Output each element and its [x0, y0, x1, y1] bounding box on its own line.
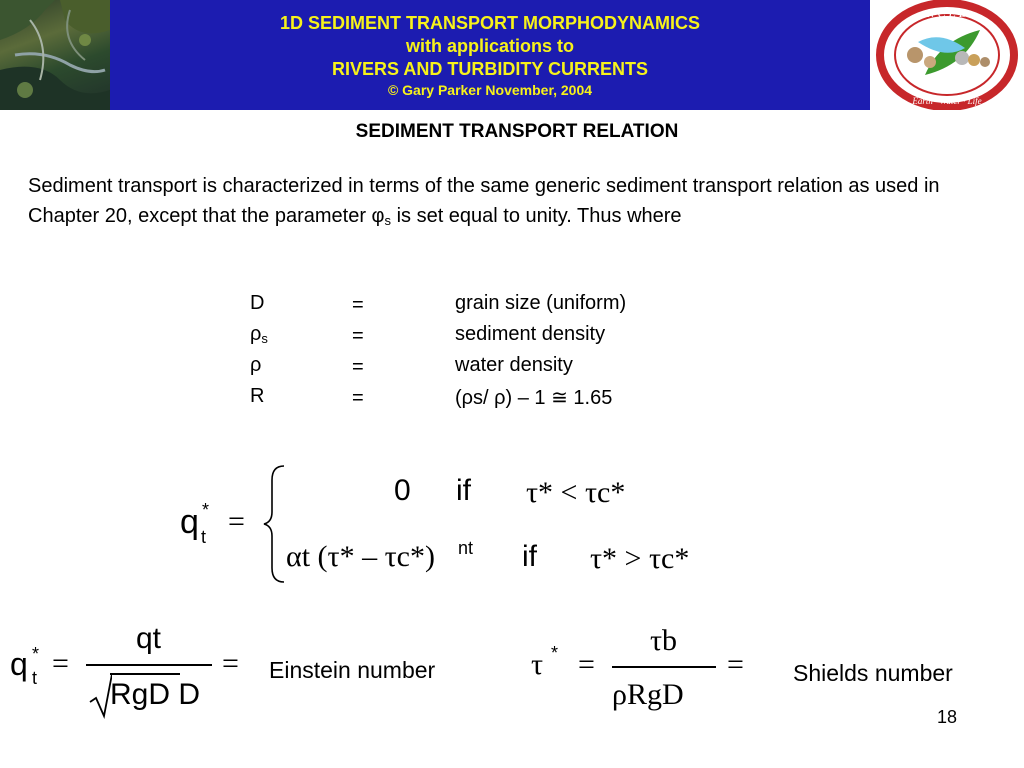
shields-numerator: τb	[650, 624, 678, 657]
shields-lhs: τ	[531, 648, 544, 681]
definition-description: grain size (uniform)	[455, 292, 627, 314]
section-title: SEDIMENT TRANSPORT RELATION	[355, 121, 679, 142]
page-number: 18	[937, 707, 958, 727]
case1-value: 0	[394, 474, 411, 507]
shields-denominator: ρRgD	[612, 678, 684, 711]
case2-expression: αt (τ* – τc*)	[286, 540, 435, 573]
sqrt-overline	[110, 673, 180, 675]
shields-fraction-bar	[612, 666, 716, 668]
einstein-denominator: RgD D	[110, 678, 201, 711]
course-title-line1: 1D SEDIMENT TRANSPORT MORPHODYNAMICS	[279, 12, 701, 33]
nced-logo	[870, 0, 1024, 110]
eq-lhs-q: q	[180, 503, 199, 541]
shields-equals-2: =	[727, 648, 744, 681]
course-title-line3: RIVERS AND TURBIDITY CURRENTS	[331, 58, 649, 79]
slide-header	[0, 0, 1024, 111]
intro-paragraph	[28, 171, 1003, 236]
definition-symbol: D	[250, 292, 265, 314]
definition-equals: =	[352, 325, 364, 347]
definition-description: sediment density	[455, 323, 606, 345]
eq-equals: =	[228, 505, 245, 538]
case2-condition: τ* > τc*	[590, 542, 690, 575]
sqrt-sign	[88, 672, 112, 720]
einstein-lhs: q	[10, 646, 28, 682]
definition-symbol: R	[250, 385, 265, 407]
definition-symbol: $\rho_s$	[250, 323, 268, 346]
shields-label: Shields number	[793, 660, 953, 686]
einstein-equals-2: =	[222, 647, 239, 680]
case1-if: if	[456, 474, 471, 507]
paragraph-text-before: Sediment transport is characterized in terms of the same generic sediment transport relation as used in Chapter 20, except that the parameter	[28, 175, 940, 227]
case2-if: if	[522, 540, 537, 573]
logo-motto: Earth · Water · Life	[912, 96, 982, 106]
eq-lhs-sub: t	[201, 527, 207, 547]
einstein-lhs-sub: t	[32, 668, 38, 688]
satellite-delta-image	[0, 0, 110, 110]
title-block	[110, 0, 870, 110]
copyright-notice: © Gary Parker November, 2004	[387, 81, 593, 98]
shields-lhs-star: *	[551, 643, 559, 663]
case2-exponent: nt	[458, 538, 474, 558]
einstein-label: Einstein number	[269, 657, 436, 683]
course-title-line2: with applications to	[405, 35, 574, 56]
eq-lhs-star: *	[202, 500, 210, 520]
einstein-numerator: qt	[136, 622, 162, 655]
shields-equals-1: =	[578, 648, 595, 681]
einstein-equals-1: =	[52, 647, 69, 680]
definition-description: water density	[455, 354, 573, 376]
definition-symbol: ρ	[250, 354, 262, 376]
definition-equals: =	[352, 294, 364, 316]
definition-description: (ρs/ ρ) – 1 ≅ 1.65	[455, 387, 613, 409]
logo-acronym: N C E D	[926, 6, 968, 20]
case1-condition: τ* < τc*	[526, 476, 626, 509]
paragraph-text-after: is set equal to unity. Thus where	[391, 205, 682, 227]
einstein-lhs-star: *	[32, 644, 40, 664]
definition-equals: =	[352, 387, 364, 409]
phi-subscript: s	[384, 213, 392, 228]
einstein-fraction-bar	[86, 664, 212, 666]
definition-equals: =	[352, 356, 364, 378]
phi-symbol: φ	[371, 205, 385, 227]
left-brace	[262, 464, 288, 584]
